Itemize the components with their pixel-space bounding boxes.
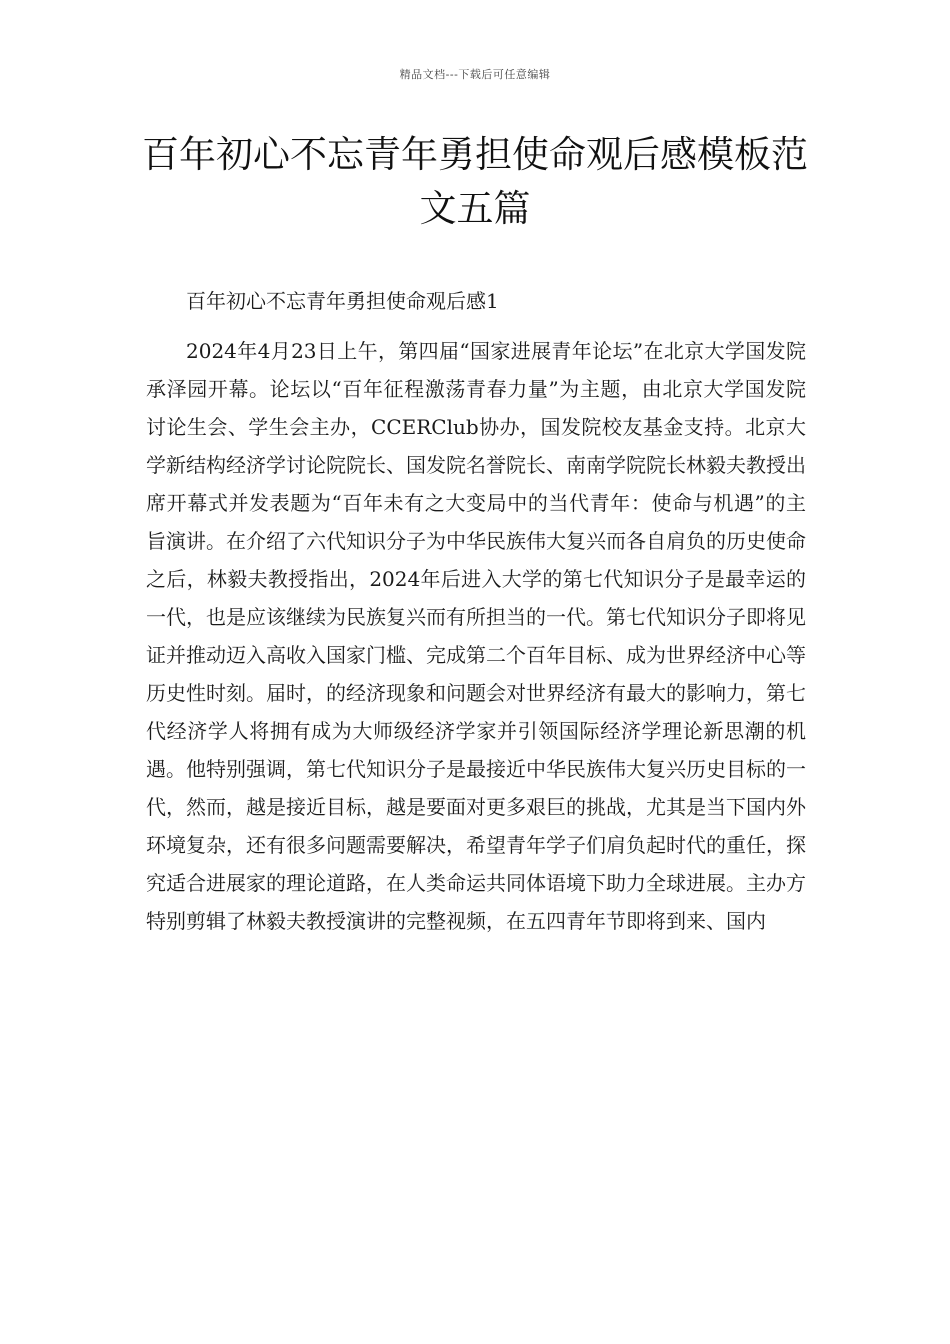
document-title: 百年初心不忘青年勇担使命观后感模板范文五篇 bbox=[142, 133, 808, 230]
document-body bbox=[146, 282, 806, 952]
header-note: 精品文档---下载后可任意编辑 bbox=[399, 68, 551, 81]
section-heading: 百年初心不忘青年勇担使命观后感1 bbox=[186, 289, 499, 313]
body-paragraph: 2024年4月23日上午，第四届“国家进展青年论坛”在北京大学国发院承泽园开幕。论坛以“百年征程激荡青春力量”为主题，由北京大学国发院讨论生会、学生会主办，CCERClub协办，国发院校友基金支持。北京大学新结构经济学讨论院院长、国发院名誉院长、南南学院院长林毅夫教授出席开幕式并发表题为“百年未有之大变局中的当代青年：使命与机遇”的主旨演讲。在介绍了六代知识分子为中华民族伟大复兴而各自肩负的历史使命之后，林毅夫教授指出，2024年后进入大学的第七代知识分子是最幸运的一代，也是应该继续为民族复兴而有所担当的一代。第七代知识分子即将见证并推动迈入高收入国家门槛、完成第二个百年目标、成为世界经济中心等历史性时刻。届时，的经济现象和问题会对世界经济有最大的影响力，第七代经济学人将拥有成为大师级经济学家并引领国际经济学理论新思潮的机遇。他特别强调，第七代知识分子是最接近中华民族伟大复兴历史目标的一代，然而，越是接近目标，越是要面对更多艰巨的挑战，尤其是当下国内外环境复杂，还有很多问题需要解决，希望青年学子们肩负起时代的重任，探究适合进展家的理论道路，在人类命运共同体语境下助力全球进展。主办方特别剪辑了林毅夫教授演讲的完整视频，在五四青年节即将到来、国内 bbox=[146, 339, 806, 933]
